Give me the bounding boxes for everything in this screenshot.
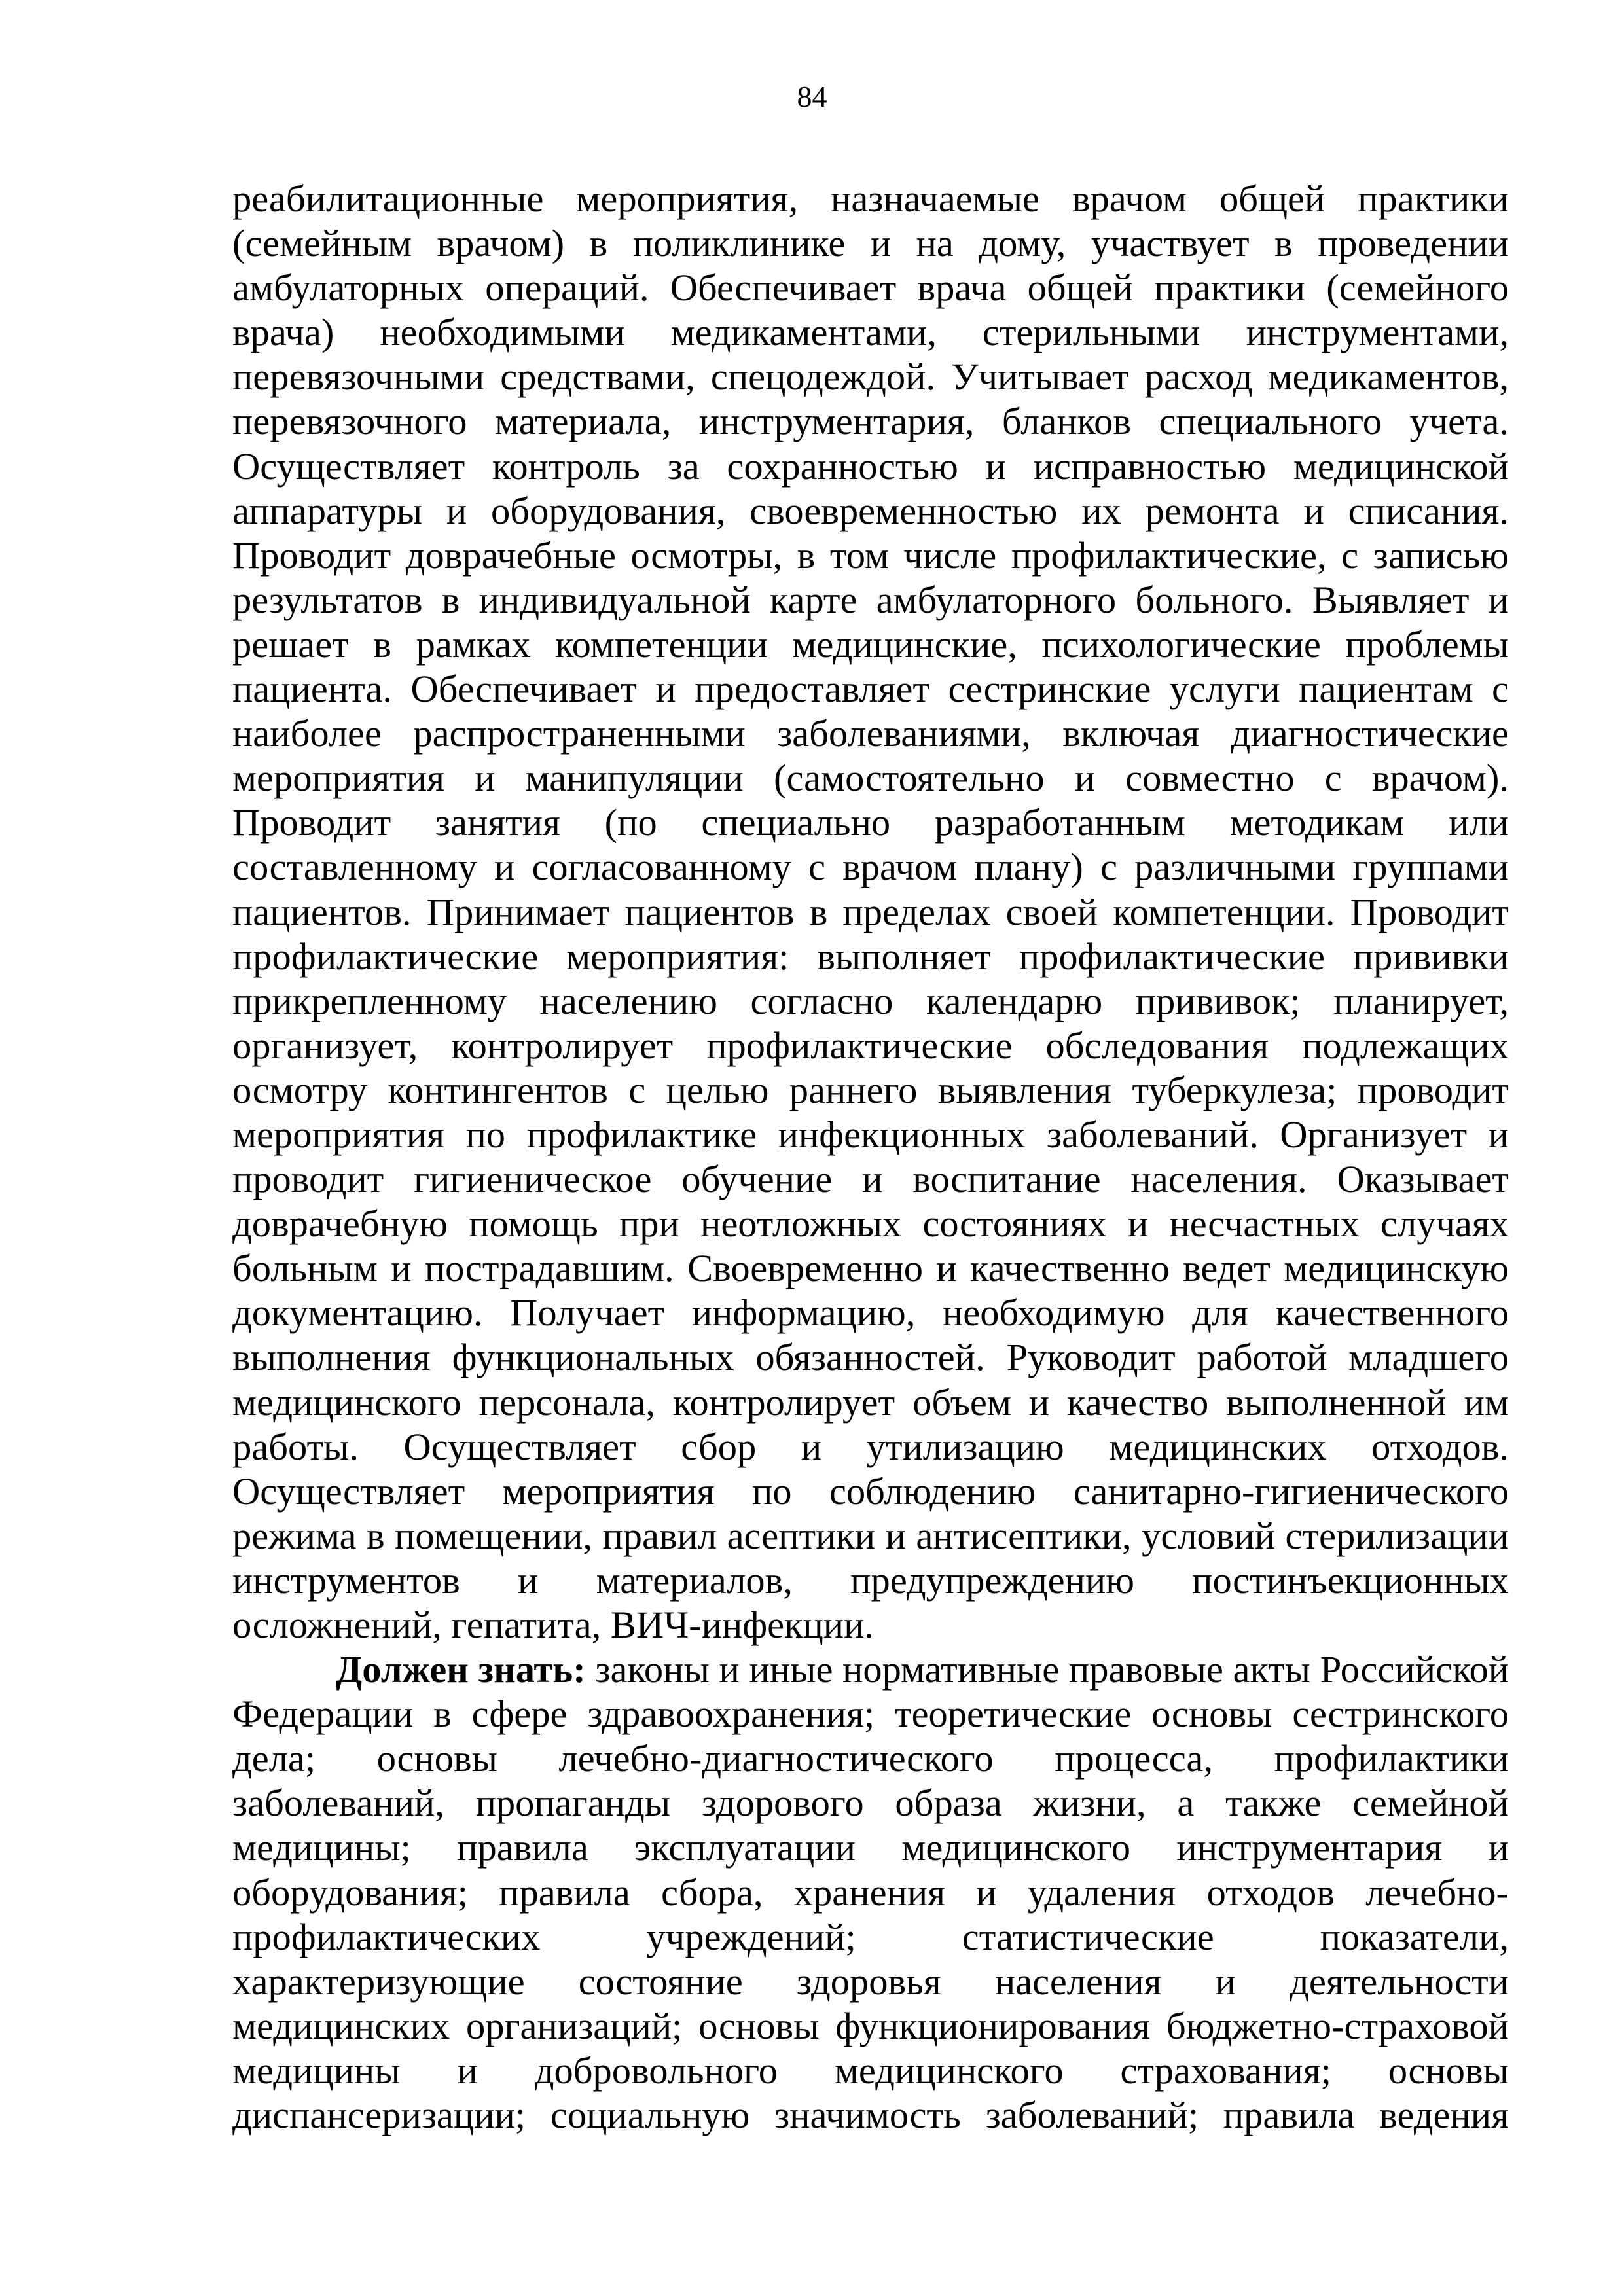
text-line: профилактические мероприятия: выполняет профилактические прививки	[232, 935, 1509, 978]
text-line: организует, контролирует профилактические обследования подлежащих	[232, 1024, 1509, 1067]
text-line: перевязочного материала, инструментария, бланков специального учета.	[232, 400, 1509, 443]
text-line: медицины; правила эксплуатации медицинского инструментария и	[232, 1826, 1509, 1869]
text-line: диспансеризации; социальную значимость заболеваний; правила ведения	[232, 2094, 1509, 2137]
text-line: Проводит занятия (по специально разработанным методикам или	[232, 801, 1509, 844]
text-line: пациента. Обеспечивает и предоставляет сестринские услуги пациентам с	[232, 668, 1509, 711]
text-line: характеризующие состояние здоровья населения и деятельности	[232, 1960, 1509, 2003]
text-line: медицинского персонала, контролирует объем и качество выполненной им	[232, 1380, 1509, 1424]
text-line: документацию. Получает информацию, необходимую для качественного	[232, 1291, 1509, 1335]
text-line: Осуществляет мероприятия по соблюдению санитарно-гигиенического	[232, 1469, 1509, 1513]
must-know-heading: Должен знать:	[336, 1648, 586, 1691]
text-line: выполнения функциональных обязанностей. Руководит работой младшего	[232, 1336, 1509, 1379]
text-line: врача) необходимыми медикаментами, стерильными инструментами,	[232, 311, 1509, 354]
text-line: медицины и добровольного медицинского страхования; основы	[232, 2049, 1509, 2092]
text-line: медицинских организаций; основы функционирования бюджетно-страховой	[232, 2004, 1509, 2047]
text-line: составленному и согласованному с врачом плану) с различными группами	[232, 846, 1509, 889]
text-line: заболеваний, пропаганды здорового образа жизни, а также семейной	[232, 1782, 1509, 1825]
text-line: осложнений, гепатита, ВИЧ-инфекции.	[232, 1604, 875, 1646]
text-line: режима в помещении, правил асептики и антисептики, условий стерилизации	[232, 1514, 1509, 1557]
text-line: работы. Осуществляет сбор и утилизацию медицинских отходов.	[232, 1425, 1509, 1468]
text-line: проводит гигиеническое обучение и воспитание населения. Оказывает	[232, 1158, 1509, 1201]
text-line: результатов в индивидуальной карте амбулаторного больного. Выявляет и	[232, 578, 1509, 621]
text-line: прикрепленному населению согласно календарю прививок; планирует,	[232, 979, 1509, 1022]
text-line: мероприятия и манипуляции (самостоятельно и совместно с врачом).	[232, 757, 1509, 800]
text-line: Осуществляет контроль за сохранностью и исправностью медицинской	[232, 444, 1509, 488]
text-line: пациентов. Принимает пациентов в пределах своей компетенции. Проводит	[232, 890, 1509, 933]
text-line: профилактических учреждений; статистические показатели,	[232, 1915, 1509, 1958]
text-line: больным и пострадавшим. Своевременно и качественно ведет медицинскую	[232, 1247, 1509, 1290]
text-line: Проводит доврачебные осмотры, в том числе профилактические, с записью	[232, 533, 1509, 577]
text-line: (семейным врачом) в поликлинике и на дому, участвует в проведении	[232, 222, 1509, 265]
text-line: реабилитационные мероприятия, назначаемые врачом общей практики	[232, 177, 1509, 220]
text-line: наиболее распространенными заболеваниями, включая диагностические	[232, 712, 1509, 755]
text-line: Федерации в сфере здравоохранения; теоретические основы сестринского	[232, 1693, 1509, 1736]
text-line: перевязочными средствами, спецодеждой. Учитывает расход медикаментов,	[232, 355, 1509, 399]
page-number: 84	[797, 80, 827, 113]
text-line-first	[232, 1647, 1509, 1692]
text-line: оборудования; правила сбора, хранения и удаления отходов лечебно-	[232, 1871, 1509, 1914]
paragraph-duties	[232, 177, 1509, 1647]
text-line: осмотру контингентов с целью раннего выявления туберкулеза; проводит	[232, 1068, 1509, 1111]
paragraph-must-know	[232, 1647, 1509, 2138]
text-line: решает в рамках компетенции медицинские, психологические проблемы	[232, 622, 1509, 666]
text-line: инструментов и материалов, предупреждению постинъекционных	[232, 1558, 1509, 1602]
text-line: доврачебную помощь при неотложных состояниях и несчастных случаях	[232, 1202, 1509, 1246]
text-line: дела; основы лечебно-диагностического процесса, профилактики	[232, 1737, 1509, 1780]
body-text	[232, 177, 1509, 2138]
text-line-continuation: законы и иные нормативные правовые акты Российской	[585, 1648, 1509, 1691]
text-line: амбулаторных операций. Обеспечивает врача общей практики (семейного	[232, 266, 1509, 310]
text-line: мероприятия по профилактике инфекционных заболеваний. Организует и	[232, 1113, 1509, 1156]
text-line: аппаратуры и оборудования, своевременностью их ремонта и списания.	[232, 489, 1509, 532]
